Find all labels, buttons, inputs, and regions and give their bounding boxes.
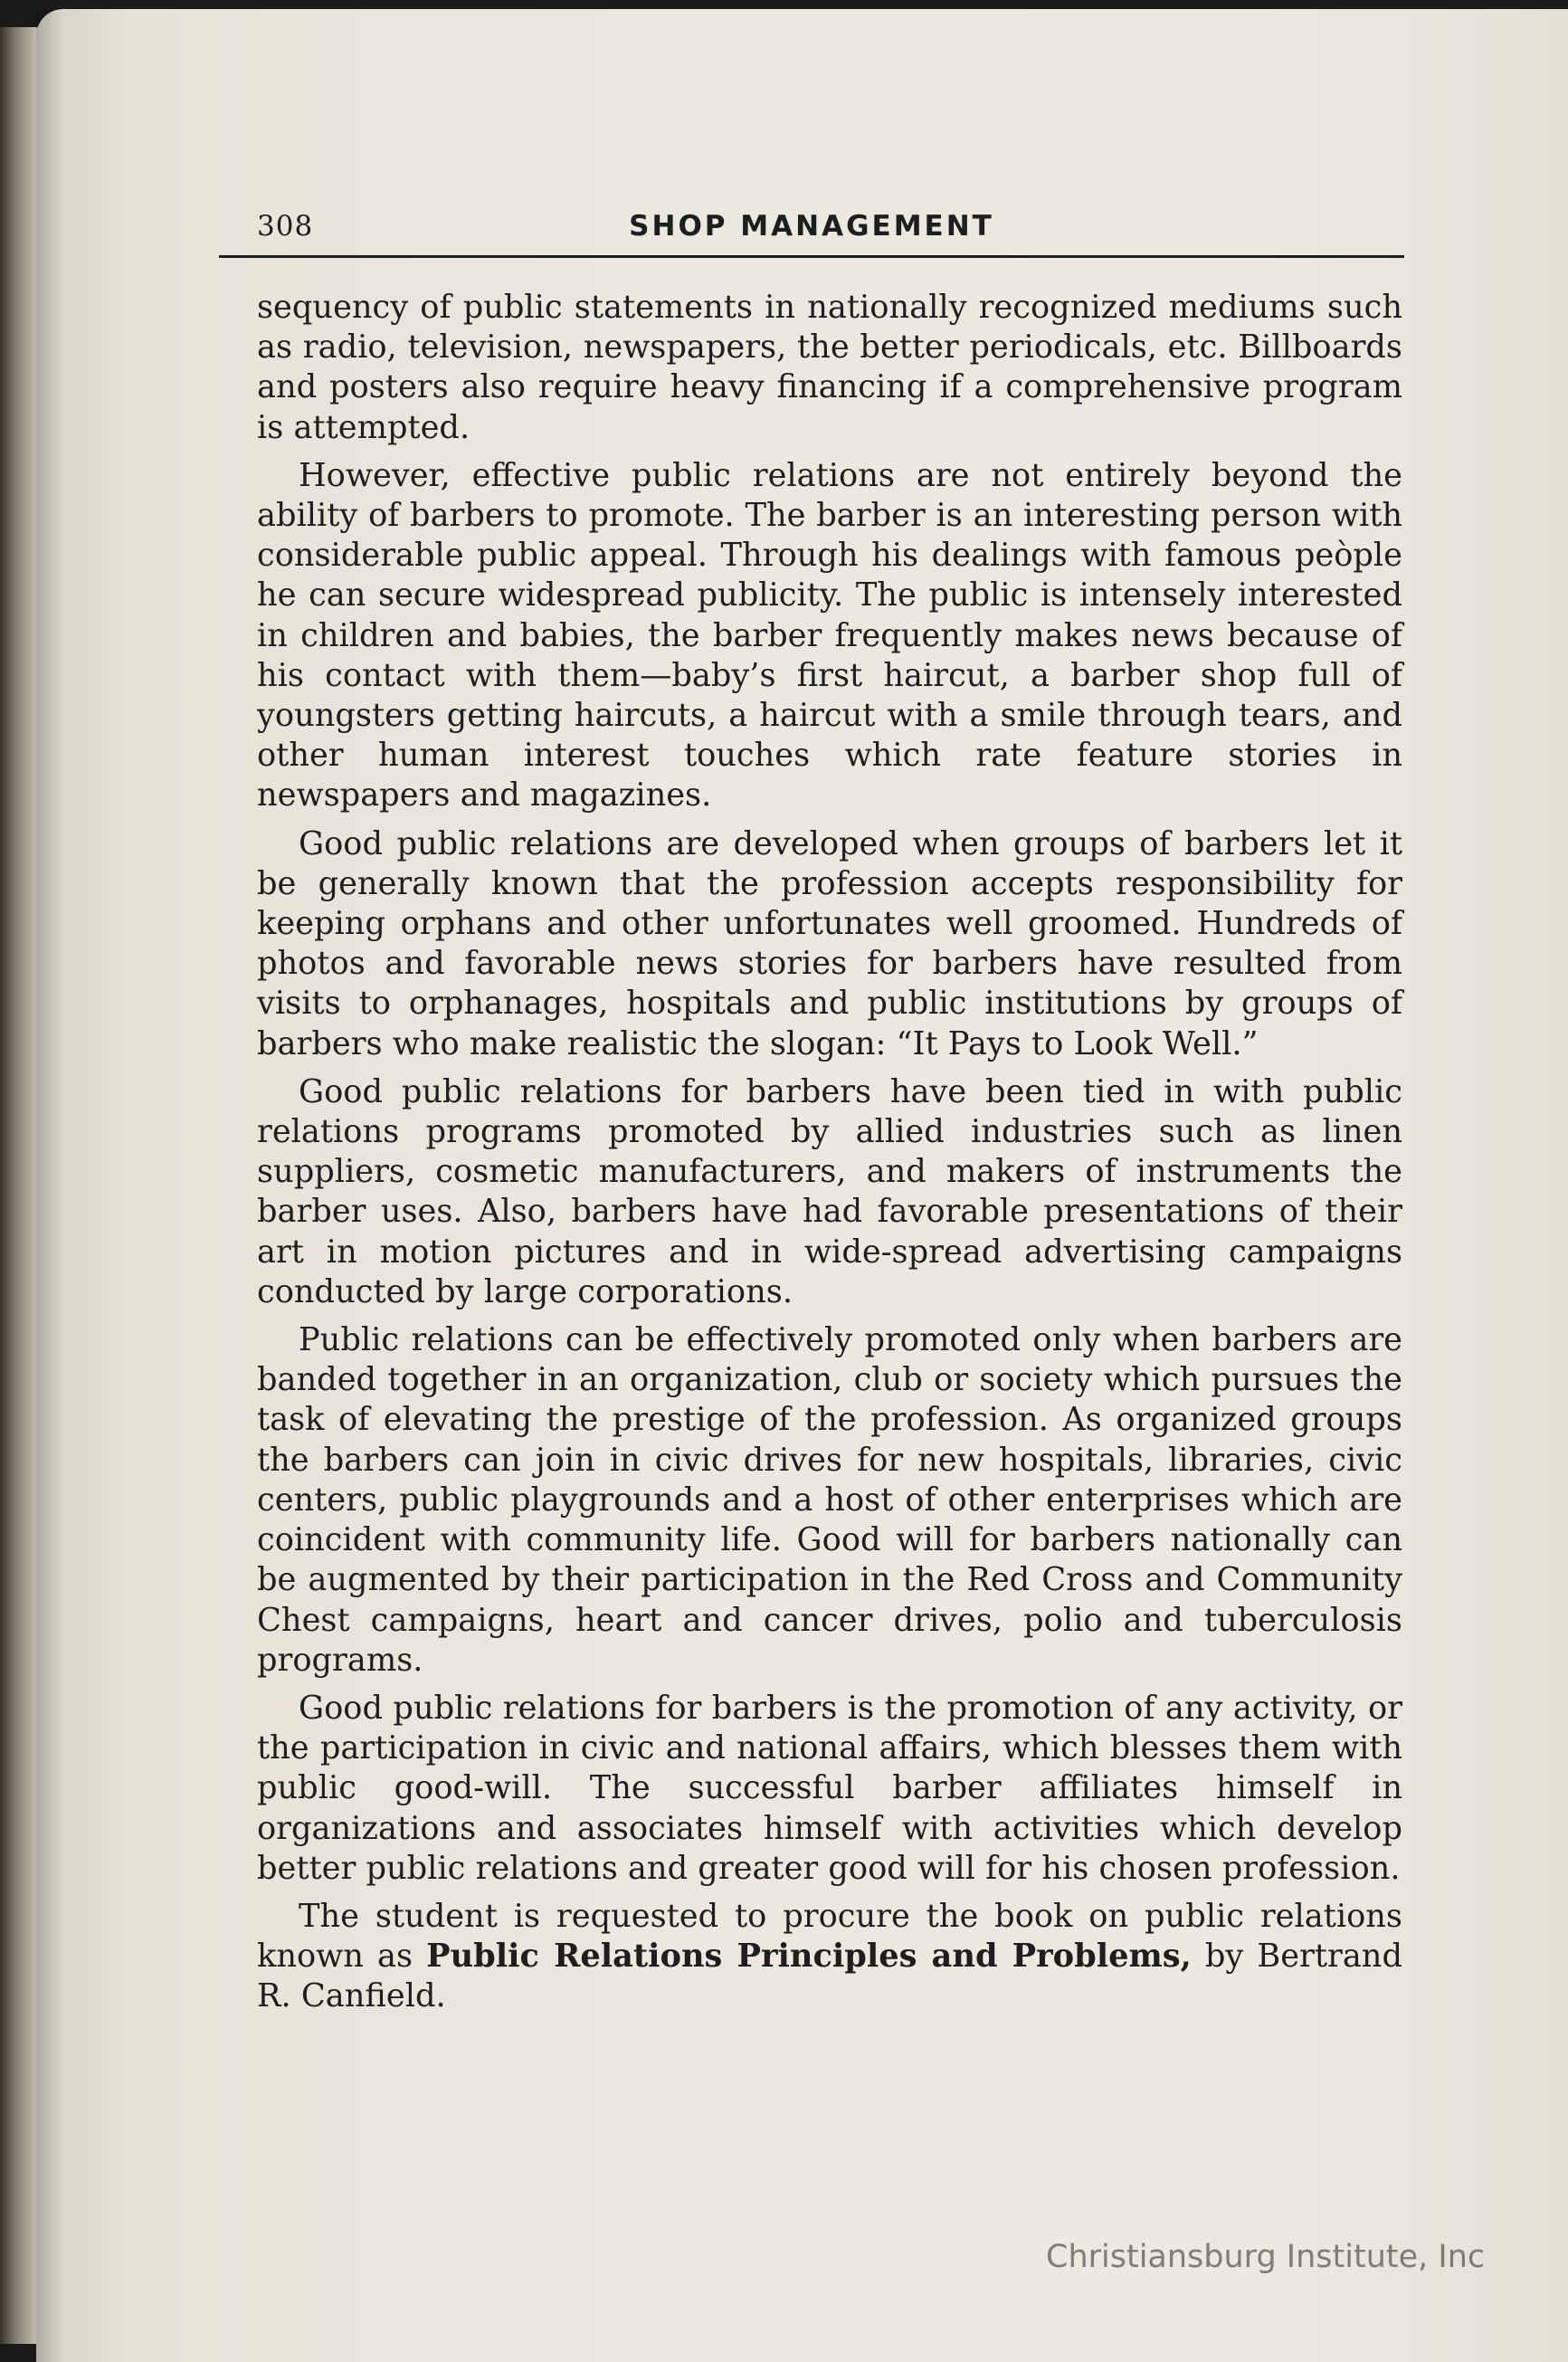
closing-paragraph	[257, 1897, 1402, 2017]
closing-tail: by Bertrand R. Canfield.	[257, 1938, 1402, 2015]
body-text	[257, 288, 1402, 2025]
paragraph: Good public relations are developed when groups of barbers let it be generally known that the profession accepts responsibility for keeping orphans and other unfortunates well groomed. Hundreds of photos and favorable news stories for barbers have resulted from visits to orphanages, hospitals and public institutions by groups of barbers who make realistic the slogan: “It Pays to Look Well.”	[257, 824, 1402, 1062]
paragraph: Good public relations for barbers is the promotion of any activity, or the participation in civic and national affairs, which blesses them with public good-will. The successful barber affiliates himself in organizations and associates himself with activities which develop better public relations and greater good will for his chosen profession.	[257, 1689, 1402, 1887]
book-title: Public Relations Principles and Problems,	[426, 1938, 1192, 1976]
paragraph: Public relations can be effectively promoted only when barbers are banded together in an organization, club or society which pursues the task of elevating the prestige of the profession. As organized groups the barbers can join in civic drives for new hospitals, libraries, civic centers, public playgrounds and a host of other enterprises which are coincident with community life. Good will for barbers nationally can be augmented by their participation in the Red Cross and Community Chest campaigns, heart and cancer drives, polio and tuberculosis programs.	[257, 1321, 1402, 1679]
running-head: SHOP MANAGEMENT	[629, 210, 994, 243]
closing-lead: The student is requested to procure the book on public relations known as	[257, 1897, 1402, 1976]
paragraph: sequency of public statements in nationally recognized mediums such as radio, television, newspapers, the better periodicals, etc. Billboards and posters also require heavy financing if a comprehensive program is attempted.	[257, 289, 1402, 446]
page-number: 308	[257, 210, 314, 243]
page-header	[219, 201, 1404, 258]
paragraph: However, effective public relations are not entirely beyond the ability of barbers to promote. The barber is an interesting person with considerable public appeal. Through his dealings with famous peòple he can secure widespread publicity. The public is intensely interested in children and babies, the barber frequently makes news because of his contact with them—baby’s first haircut, a barber shop full of youngsters getting haircuts, a haircut with a smile through tears, and other human interest touches which rate feature stories in newspapers and magazines.	[257, 456, 1402, 814]
watermark: Christiansburg Institute, Inc	[1046, 2239, 1486, 2275]
paragraph: Good public relations for barbers have been tied in with public relations programs promoted by allied industries such as linen suppliers, cosmetic manufacturers, and makers of instruments the barber uses. Also, barbers have had favorable presentations of their art in motion pictures and in wide-spread advertising campaigns conducted by large corporations.	[257, 1072, 1402, 1310]
